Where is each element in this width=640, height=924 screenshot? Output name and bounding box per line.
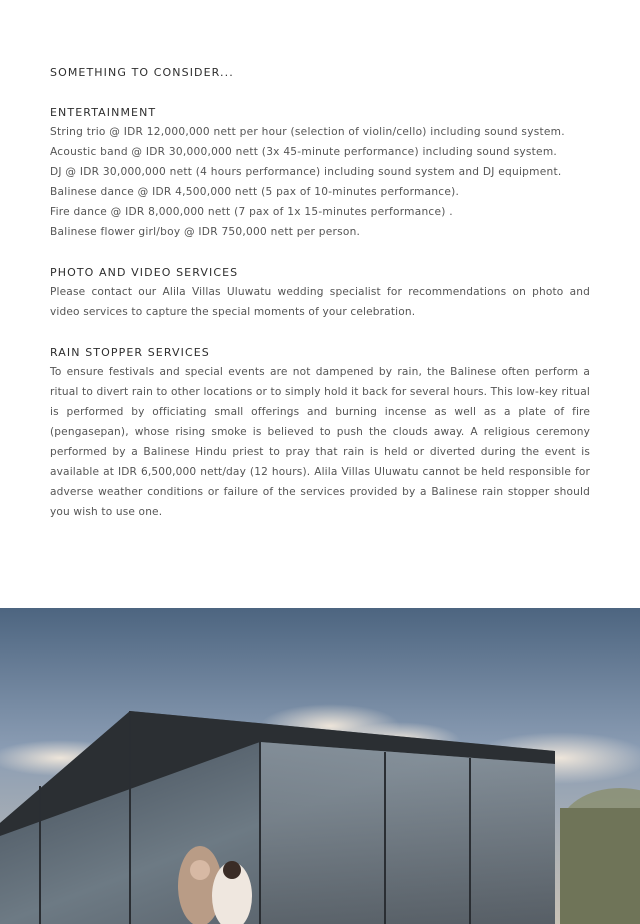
entertainment-item: String trio @ IDR 12,000,000 nett per hour (selection of violin/cello) including sound system.	[50, 126, 565, 138]
rain-stopper-section	[50, 344, 590, 522]
entertainment-item: Acoustic band @ IDR 30,000,000 nett (3x 45-minute performance) including sound system.	[50, 146, 558, 158]
intro-title: SOMETHING TO CONSIDER...	[50, 66, 234, 79]
entertainment-item: Balinese flower girl/boy @ IDR 750,000 nett per person.	[50, 226, 361, 238]
rain-stopper-body: To ensure festivals and special events are not dampened by rain, the Balinese often perform a ritual to divert rain to other locations or to simply hold it back for several hours. This low-key ritual is performed by officiating small offerings and burning incense as well as a plate of fire (pengasepan), whose rising smoke is believed to push the clouds away. A religious ceremony performed by a Balinese Hindu priest to pray that rain is held or diverted during the event is available at IDR 6,500,000 nett/day (12 hours). Alila Villas Uluwatu cannot be held responsible for adverse weather conditions or failure of the services provided by a Balinese rain stopper should you wish to use one.	[50, 366, 590, 518]
entertainment-section	[50, 104, 590, 242]
rain-stopper-heading: RAIN STOPPER SERVICES	[50, 346, 210, 359]
entertainment-item: Fire dance @ IDR 8,000,000 nett (7 pax of 1x 15-minutes performance) .	[50, 206, 453, 218]
photo-video-body: Please contact our Alila Villas Uluwatu wedding specialist for recommendations on photo and video services to capture the special moments of your celebration.	[50, 286, 590, 318]
wedding-photo	[0, 608, 640, 924]
photo-video-heading: PHOTO AND VIDEO SERVICES	[50, 266, 239, 279]
photo-video-section	[50, 264, 590, 322]
entertainment-item: Balinese dance @ IDR 4,500,000 nett (5 pax of 10-minutes performance).	[50, 186, 460, 198]
entertainment-item: DJ @ IDR 30,000,000 nett (4 hours performance) including sound system and DJ equipment.	[50, 166, 562, 178]
document-body	[50, 64, 590, 522]
entertainment-heading: ENTERTAINMENT	[50, 106, 157, 119]
